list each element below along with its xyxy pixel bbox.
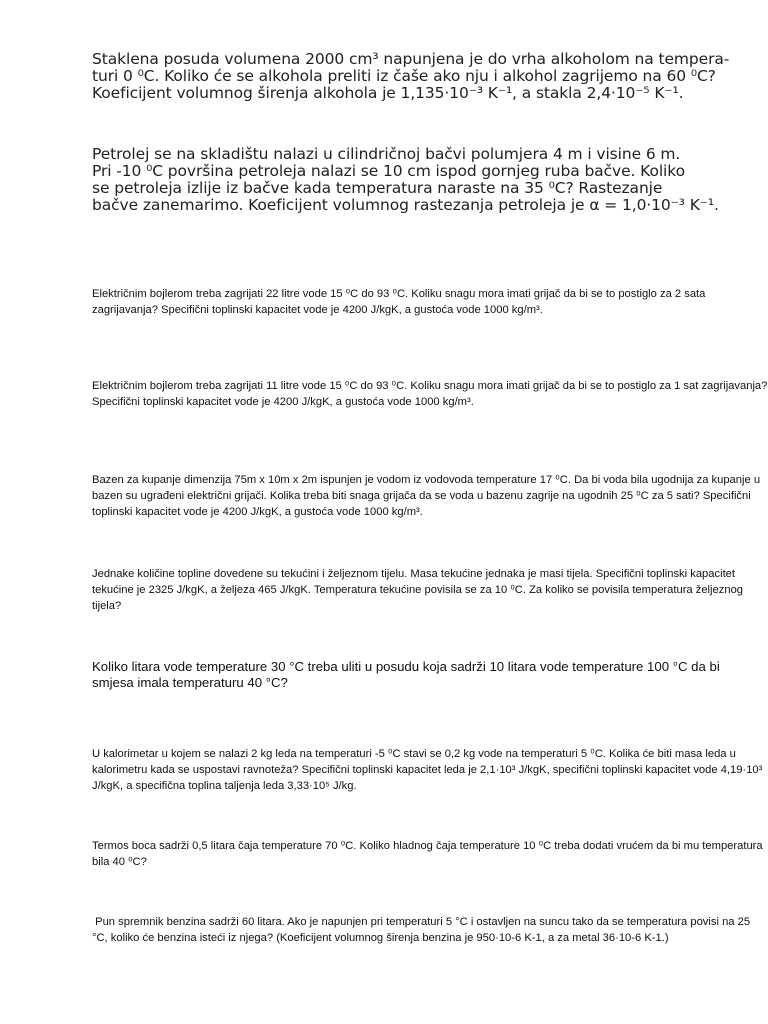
problem-2	[92, 146, 732, 214]
problem-2-line-4: bačve zanemarimo. Koeficijent volumnog rastezanja petroleja je α = 1,0·10⁻³ K⁻¹.	[92, 196, 719, 214]
problem-1-line-2: turi 0 ⁰C. Koliko će se alkohola preliti iz čaše ako nju i alkohol zagrijemo na 60 ⁰C?	[92, 67, 716, 85]
problem-7: Koliko litara vode temperature 30 °C treba uliti u posudu koja sadrži 10 litara vode temperature 100 °C da bi smjesa imala temperaturu 40 °C?	[92, 659, 720, 690]
problem-5: Bazen za kupanje dimenzija 75m x 10m x 2m ispunjen je vodom iz vodovoda temperature 17 ⁰C. Da bi voda bila ugodnija za kupanje u bazen su ugrađeni električni grijači. Kolika treba biti snaga grijača da se voda u bazenu zagrije na ugodnih 25 ⁰C za 5 sati? Specifični toplinski kapacitet vode je 4200 J/kgK, a gustoća vode 1000 kg/m³.	[92, 474, 761, 518]
problem-1-line-1: Staklena posuda volumena 2000 cm³ napunjena je do vrha alkoholom na tempera-	[92, 50, 730, 68]
problem-1-line-3: Koeficijent volumnog širenja alkohola je 1,135·10⁻³ K⁻¹, a stakla 2,4·10⁻⁵ K⁻¹.	[92, 84, 684, 102]
problem-6: Jednake količine topline dovedene su tekućini i željeznom tijelu. Masa tekućine jednaka je masi tijela. Specifični toplinski kapacitet tekućine je 2325 J/kgK, a željeza 465 J/kgK. Temperatura tekućine povisila se za 10 ⁰C. Za koliko se povisila temperatura željeznog tijela?	[92, 568, 744, 612]
problem-8: U kalorimetar u kojem se nalazi 2 kg leda na temperaturi -5 ⁰C stavi se 0,2 kg vode na temperaturi 5 ⁰C. Kolika će biti masa leda u kalorimetru kada se uspostavi ravnoteža? Specifični toplinski kapacitet leda je 2,1·10³ J/kgK, specifični toplinski kapacitet vode 4,19·10³ J/kgK, a specifična toplina taljenja leda 3,33·10⁵ J/kg.	[92, 748, 763, 792]
problem-3: Električnim bojlerom treba zagrijati 22 litre vode 15 ⁰C do 93 ⁰C. Koliku snagu mora imati grijač da bi se to postiglo za 2 sata zagrijavanja? Specifični toplinski kapacitet vode je 4200 J/kgK, a gustoća vode 1000 kg/m³.	[92, 288, 706, 316]
problem-1	[92, 51, 732, 102]
problem-2-line-3: se petroleja izlije iz bačve kada temperatura naraste na 35 ⁰C? Rastezanje	[92, 179, 663, 197]
problem-10: Pun spremnik benzina sadrži 60 litara. Ako je napunjen pri temperaturi 5 °C i ostavljen na suncu tako da se temperatura povisi na 25 °C, koliko će benzina isteći iz njega? (Koeficijent volumnog širenja benzina je 950·10-6 K-1, a za metal 36·10-6 K-1.)	[92, 916, 754, 944]
problem-2-line-2: Pri -10 ⁰C površina petroleja nalazi se 10 cm ispod gornjeg ruba bačve. Koliko	[92, 162, 685, 180]
problem-4: Električnim bojlerom treba zagrijati 11 litre vode 15 ⁰C do 93 ⁰C. Koliku snagu mora imati grijač da bi se to postiglo za 1 sat zagrijavanja? Specifični toplinski kapacitet vode je 4200 J/kgK, a gustoća vode 1000 kg/m³.	[92, 380, 768, 408]
problem-9: Termos boca sadrži 0,5 litara čaja temperature 70 ⁰C. Koliko hladnog čaja temperature 10 ⁰C treba dodati vrućem da bi mu temperatura bila 40 ⁰C?	[92, 840, 763, 868]
problem-2-line-1: Petrolej se na skladištu nalazi u cilindričnoj bačvi polumjera 4 m i visine 6 m.	[92, 145, 681, 163]
